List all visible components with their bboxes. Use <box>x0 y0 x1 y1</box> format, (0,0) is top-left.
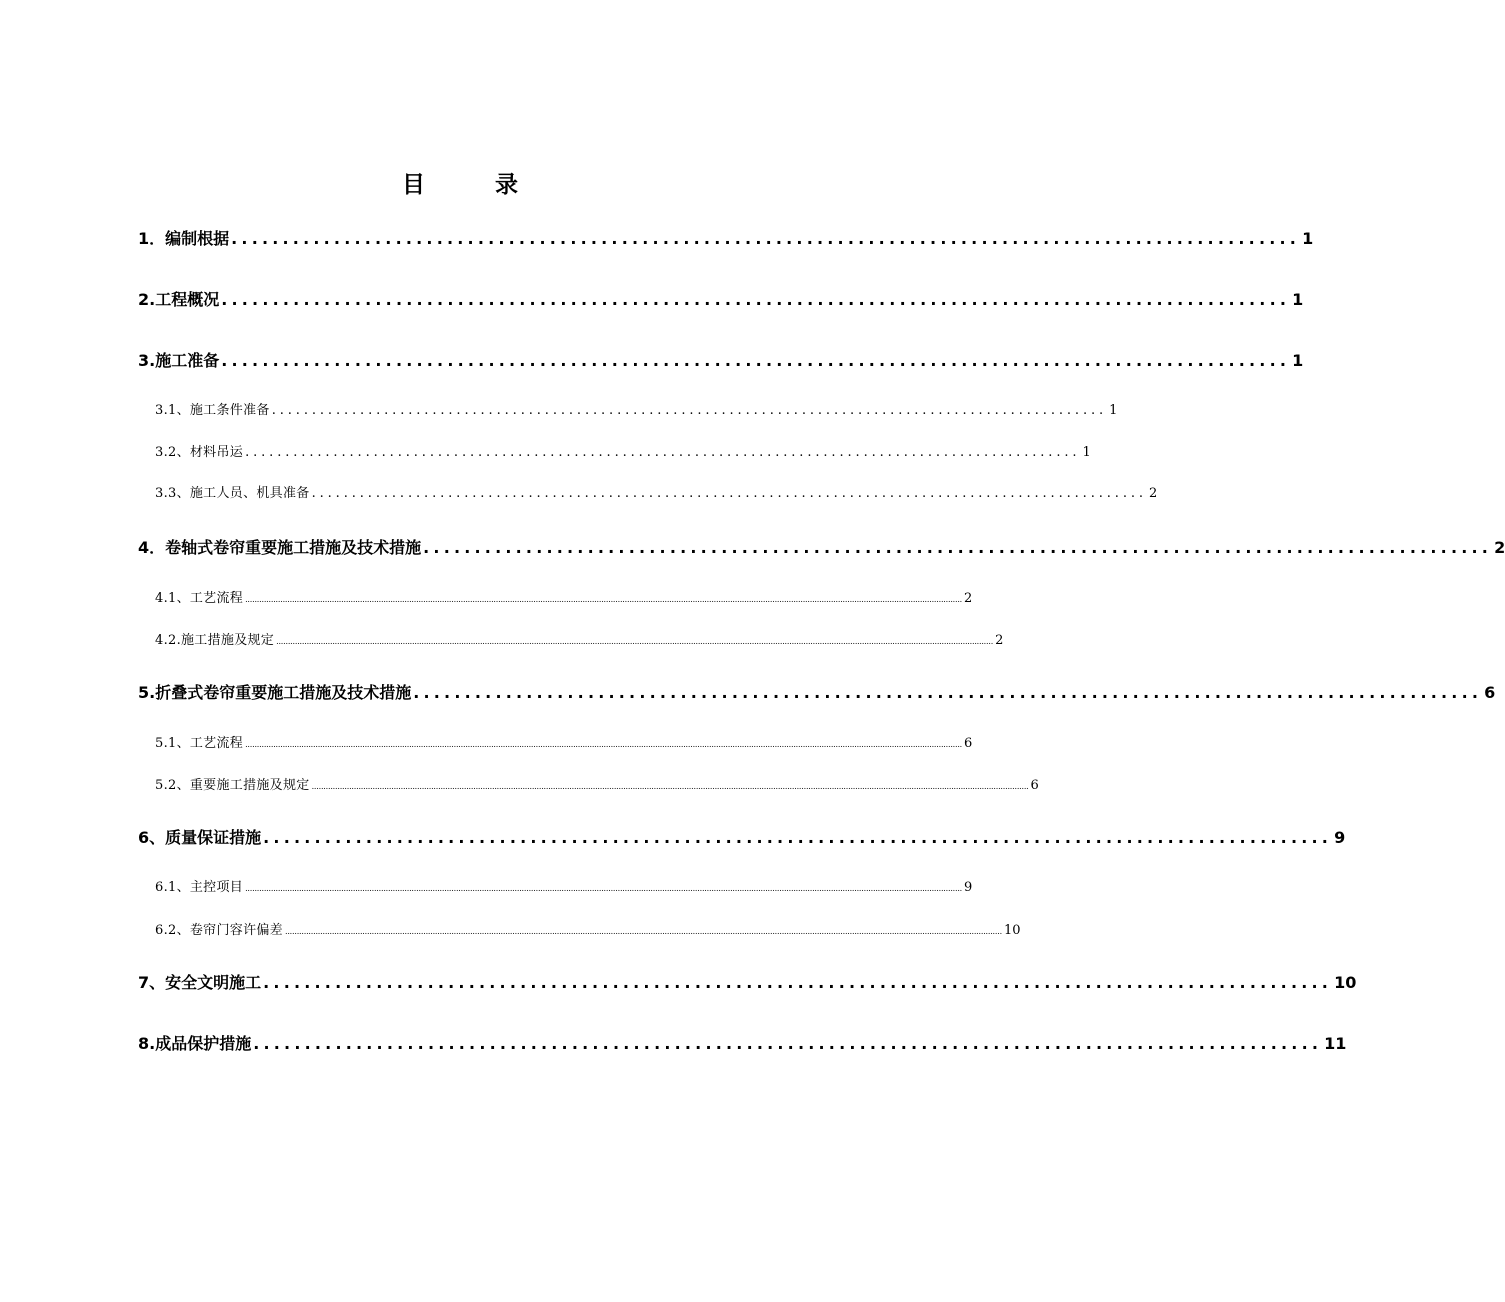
toc-entry-6[interactable] <box>138 826 1346 850</box>
dot-leader: .................................................................................................................................................................................................................................................................................................................. <box>276 637 994 646</box>
dot-leader: ........................................................................................................ <box>245 445 1081 460</box>
title-char-2: 录 <box>495 172 518 198</box>
dot-leader: ........................................................................................................ <box>221 351 1291 370</box>
dot-leader: ........................................................................................................ <box>231 229 1301 248</box>
toc-entry-5-1[interactable] <box>155 734 973 754</box>
toc-entry-7[interactable] <box>138 971 1357 995</box>
toc-entry-label: 5.2、重要施工措施及规定 <box>155 778 310 793</box>
toc-entry-page: 6 <box>1484 683 1496 702</box>
toc-entry-page: 11 <box>1324 1034 1347 1053</box>
dot-leader: .................................................................................................................................................................................................................................................................................................................. <box>311 782 1029 791</box>
toc-entry-3-2[interactable] <box>155 443 1091 463</box>
toc-entry-label: 4．卷轴式卷帘重要施工措施及技术措施 <box>138 538 422 557</box>
toc-entry-label: 4.1、工艺流程 <box>155 591 244 606</box>
toc-entry-page: 10 <box>1334 973 1357 992</box>
toc-entry-label: 2.工程概况 <box>138 290 220 309</box>
toc-entry-4-1[interactable] <box>155 589 973 609</box>
dot-leader: .................................................................................................................................................................................................................................................................................................................. <box>245 595 963 604</box>
toc-entry-page: 1 <box>1302 229 1314 248</box>
dot-leader: ........................................................................................................ <box>413 683 1483 702</box>
dot-leader: .................................................................................................................................................................................................................................................................................................................. <box>245 884 963 893</box>
toc-entry-page: 9 <box>1334 828 1346 847</box>
toc-entry-label: 3.2、材料吊运 <box>155 445 244 460</box>
toc-entry-label: 3.施工准备 <box>138 351 220 370</box>
dot-leader: .................................................................................................................................................................................................................................................................................................................. <box>245 740 963 749</box>
toc-entry-page: 2 <box>1148 486 1158 501</box>
toc-entry-1[interactable] <box>138 227 1314 251</box>
toc-entry-label: 3.1、施工条件准备 <box>155 403 270 418</box>
toc-entry-page: 2 <box>1494 538 1505 557</box>
toc-entry-4-2[interactable] <box>155 631 1004 651</box>
toc-entry-page: 2 <box>995 633 1004 648</box>
dot-leader: ........................................................................................................ <box>221 290 1291 309</box>
toc-entry-4[interactable] <box>138 536 1505 560</box>
title-char-1: 目 <box>402 172 425 198</box>
toc-entry-page: 6 <box>1030 778 1039 793</box>
toc-entry-label: 8.成品保护措施 <box>138 1034 252 1053</box>
toc-entry-page: 9 <box>964 880 973 895</box>
toc-entry-page: 1 <box>1292 351 1304 370</box>
toc-entry-label: 6、质量保证措施 <box>138 828 262 847</box>
toc-entry-2[interactable] <box>138 288 1304 312</box>
dot-leader: .................................................................................................................................................................................................................................................................................................................. <box>284 927 1002 936</box>
toc-entry-5[interactable] <box>138 681 1496 705</box>
dot-leader: ........................................................................................................ <box>263 973 1333 992</box>
toc-entry-3-3[interactable] <box>155 484 1158 504</box>
toc-entry-page: 10 <box>1003 923 1021 938</box>
toc-entry-5-2[interactable] <box>155 776 1039 796</box>
toc-entry-page: 6 <box>964 736 973 751</box>
toc-entry-label: 3.3、施工人员、机具准备 <box>155 486 310 501</box>
dot-leader: ........................................................................................................ <box>253 1034 1323 1053</box>
toc-entry-label: 5.折叠式卷帘重要施工措施及技术措施 <box>138 683 412 702</box>
toc-entry-label: 7、安全文明施工 <box>138 973 262 992</box>
dot-leader: ........................................................................................................ <box>263 828 1333 847</box>
toc-entry-6-1[interactable] <box>155 878 973 898</box>
toc-entry-label: 5.1、工艺流程 <box>155 736 244 751</box>
toc-entry-8[interactable] <box>138 1032 1347 1056</box>
toc-entry-3[interactable] <box>138 349 1304 373</box>
toc-entry-page: 1 <box>1082 445 1091 460</box>
dot-leader: ........................................................................................................ <box>271 403 1108 418</box>
toc-entry-label: 1．编制根据 <box>138 229 230 248</box>
toc-entry-page: 2 <box>964 591 973 606</box>
toc-entry-label: 6.2、卷帘门容许偏差 <box>155 923 283 938</box>
toc-entry-label: 6.1、主控项目 <box>155 880 244 895</box>
toc-entry-6-2[interactable] <box>155 921 1021 941</box>
toc-entry-label: 4.2.施工措施及规定 <box>155 633 275 648</box>
toc-entry-3-1[interactable] <box>155 401 1118 421</box>
dot-leader: ........................................................................................................ <box>311 486 1147 501</box>
toc-entry-page: 1 <box>1109 403 1118 418</box>
toc-entry-page: 1 <box>1292 290 1304 309</box>
dot-leader: ........................................................................................................ <box>423 538 1493 557</box>
